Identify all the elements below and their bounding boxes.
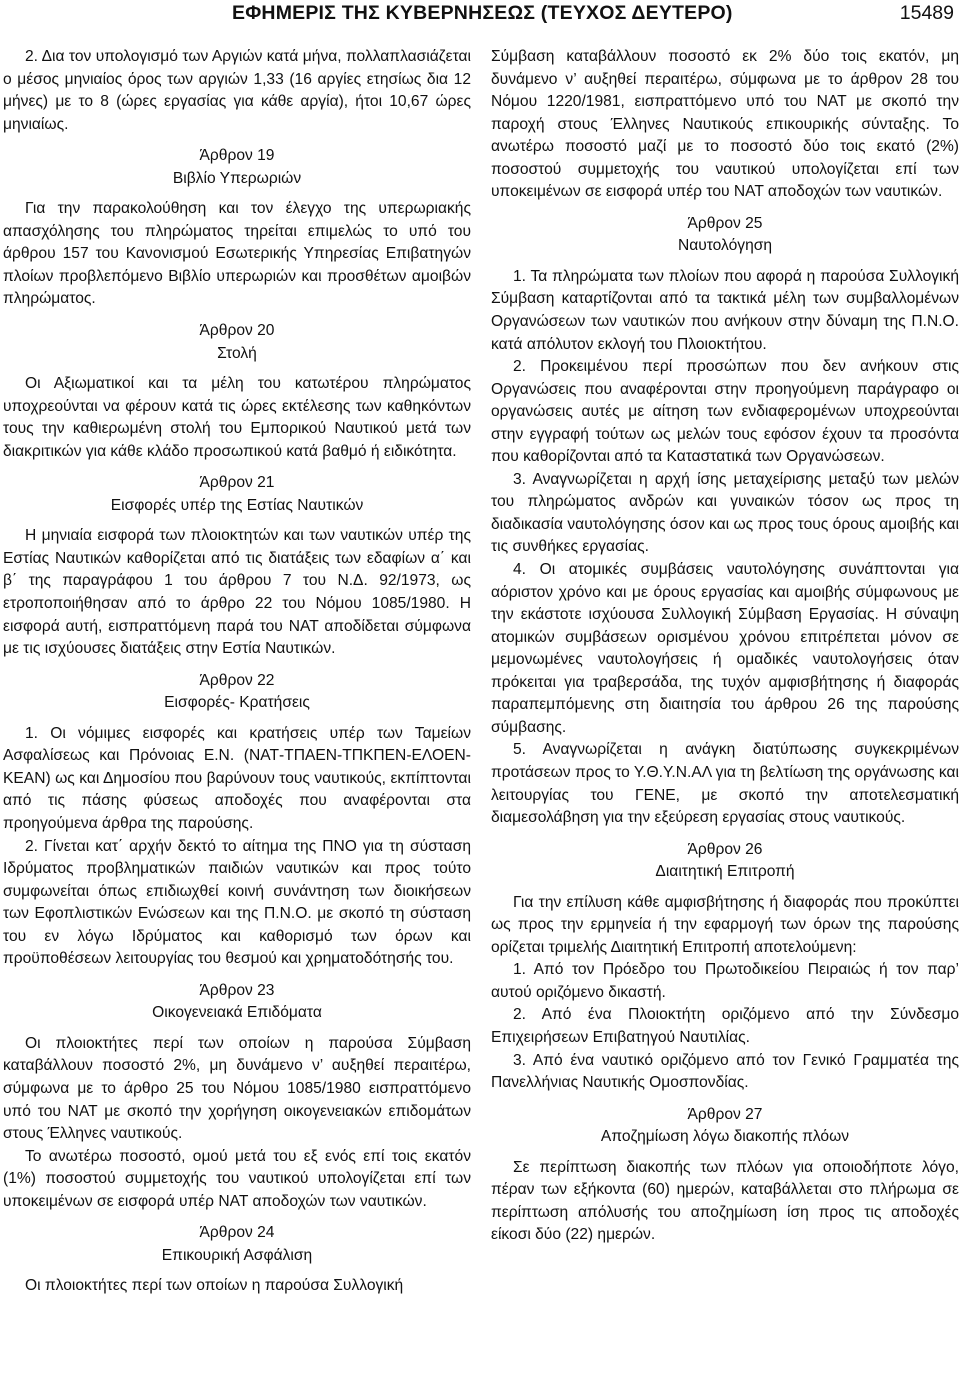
page-number: 15489 — [899, 2, 954, 24]
paragraph: 2. Δια τον υπολογισμό των Αργιών κατά μήνα, πολλαπλασιάζεται ο μέσος μηνιαίος όρος των αργιών 1,33 (16 αργίες ετησίως δια 12 μήνες) με το 8 (ώρες εργασίας για κάθε αργία), ήτοι 10,67 ώρες μηνιαίως. — [3, 48, 471, 133]
article-title: Άρθρον 25 — [687, 214, 763, 232]
article-title: Άρθρον 26 — [687, 840, 763, 858]
paragraph: 3. Αναγνωρίζεται η αρχή ίσης μεταχείρισης μεταξύ των μελών του πληρώματος ανδρών και γυναικών τόσον ως προς τη διαδικασία ναυτολόγησης όσον και ως προς τους όρους αμοιβής και τις συνθήκες εργασίας. — [491, 470, 959, 556]
article-subtitle: Εισφορές υπέρ της Εστίας Ναυτικών — [110, 496, 364, 514]
paragraph: Η μηνιαία εισφορά των πλοιοκτητών και των ναυτικών υπέρ της Εστίας Ναυτικών καθορίζεται από τις διατάξεις των εδαφίων α΄ και β΄ της παραγράφου 1 του άρθρου 7 του Ν.Δ. 92/1973, ως ετροποποιήθησαν από το άρθρο 22 του Νόμου 1085/1980. Η εισφορά αυτή, εισπραττόμενη παρά του ΝΑΤ αποδίδεται σύμφωνα με τις ισχύουσες διατάξεις στην Εστία Ναυτικών. — [3, 527, 471, 658]
paragraph: Οι πλοιοκτήτες περί των οποίων η παρούσα Σύμβαση καταβάλλουν ποσοστό 2%, μη δυνάμενο ν’ αυξηθεί περαιτέρω, σύμφωνα με το άρθρο 25 του Νόμου 1085/1980 εισπραττόμενο υπό του ΝΑΤ με σκοπό την χορήγηση οικογενειακών επιδομάτων στους Έλληνες ναυτικούς. — [3, 1034, 471, 1143]
paragraph: Οι Αξιωματικοί και τα μέλη του κατωτέρου πληρώματος υποχρεούνται να φέρουν κατά τις ώρες εκτέλεσης των καθηκόντων τους την καθιερωμένη στολή του Εμπορικού Ναυτικού μετά των διακριτικών για κάθε κλάδο προσωπικού κατά βαθμό ή ειδικότητα. — [3, 375, 471, 460]
paragraph: 5. Αναγνωρίζεται η ανάγκη διατύπωσης συγκεκριμένων προτάσεων προς το Υ.Θ.Υ.Ν.ΑΛ για τη βελτίωση της οργάνωσης και λειτουργίας του ΓΕΝΕ, με σκοπό την αποτελεσματική διαμεσολάβηση για την εξεύρεση εργασίας στους ναυτικούς. — [491, 741, 959, 827]
article-title: Άρθρον 22 — [199, 671, 275, 689]
paragraph: Οι πλοιοκτήτες περί των οποίων η παρούσα Συλλογική — [25, 1277, 404, 1295]
article-subtitle: Επικουρική Ασφάλιση — [161, 1246, 313, 1264]
article-title: Άρθρον 27 — [687, 1105, 763, 1123]
paragraph: 1. Από τον Πρόεδρο του Πρωτοδικείου Πειραιώς ή τον παρ’ αυτού οριζόμενο δικαστή. — [491, 961, 959, 1001]
page-header — [0, 0, 960, 34]
paragraph: 3. Από ένα ναυτικό οριζόμενο από τον Γενικό Γραμματέα της Πανελλήνιας Ναυτικής Ομοσπονδίας. — [491, 1051, 959, 1092]
paragraph: Για την παρακολούθηση και τον έλεγχο της υπερωριακής απασχόλησης του πληρώματος τηρείται επιμελώς το υπό του άρθρου 157 του Κανονισμού Εσωτερικής Υπηρεσίας Επιβατηγών πλοίων προβλεπόμενο Βιβλίο υπερωριών και προσθέτων αμοιβών πληρώματος. — [3, 200, 471, 308]
paragraph: 1. Οι νόμιμες εισφορές και κρατήσεις υπέρ των Ταμείων Ασφαλίσεως και Πρόνοιας Ε.Ν. (ΝΑΤ-ΤΠΑΕΝ-ΤΠΚΠΕΝ-ΕΛΟΕΝ-ΚΕΑΝ) ως και Δημοσίου που βαρύνουν τους ναυτικούς, εκπίπτονται από τις πάσης φύσεως αποδοχές που αναφέρονται στα προηγούμενα άρθρα της παρούσης. — [3, 724, 471, 832]
article-subtitle: Στολή — [217, 344, 257, 362]
paragraph: 2. Γίνεται κατ΄ αρχήν δεκτό το αίτημα της ΠΝΟ για τη σύσταση Ιδρύματος προβληματικών παιδιών ναυτικών και προς τούτο συμφωνείται όπως επιδιωχθεί κοινή συνάντηση των διοικήσεων των Εφοπλιστικών Ενώσεων και της Π.Ν.Ο. με σκοπό τη σύσταση του εν λόγω Ιδρύματος και καθορισμό των όρων και προϋποθέσεων λειτουργίας του θεσμού και χρηματοδότησής του. — [3, 837, 471, 968]
article-subtitle: Βιβλίο Υπερωριών — [172, 169, 302, 187]
article-subtitle: Αποζημίωση λόγω διακοπής πλόων — [600, 1128, 850, 1146]
paragraph: 2. Προκειμένου περί προσώπων που δεν ανήκουν στις Οργανώσεις που αναφέρονται στην προηγούμενη παράγραφο οι οργανώσεις αυτές με αίτηση των ενδιαφερομένων υποχρεούνται στην εγγραφή τούτων ως μελών τους εφόσον έχουν τα προσόντα που καθορίζονται από τα Καταστατικά των Οργανώσεων. — [491, 358, 959, 466]
paragraph: 4. Οι ατομικές συμβάσεις ναυτολόγησης συνάπτονται για αόριστον χρόνο και με όρους εργασίας και αμοιβής σύμφωνους με την εκάστοτε ισχύουσα Συλλογική Σύμβαση Εργασίας. Η σύναψη ατομικών συμβάσεων ορισμένου χρόνου επιτρέπεται μόνον σε μεμονωμένες ναυτολογήσεις ή ομαδικές ναυτολογήσεις όταν πρόκειται για τραβερσάδα, της τυχόν αμφισβήτησης ή διαφοράς παραπεμπόμενης στη διαιτησία του άρθρου 26 της παρούσης σύμβασης. — [491, 561, 959, 736]
right-column — [491, 46, 959, 1247]
article-subtitle: Οικογενειακά Επιδόματα — [152, 1004, 322, 1022]
gazette-title: ΕΦΗΜΕΡΙΣ ΤΗΣ ΚΥΒΕΡΝΗΣΕΩΣ (ΤΕΥΧΟΣ ΔΕΥΤΕΡΟ) — [232, 2, 733, 24]
left-column — [3, 46, 471, 1298]
article-title: Άρθρον 24 — [199, 1224, 275, 1242]
paragraph: Σύμβαση καταβάλλουν ποσοστό εκ 2% δύο τοις εκατόν, μη δυνάμενο ν’ αυξηθεί περαιτέρω, σύμφωνα με το άρθρον 28 του Νόμου 1220/1981, εισπραττόμενο υπό του ΝΑΤ με σκοπό την παροχή στους Έλληνες Ναυτικούς επικουρικής σύνταξης. Το ανωτέρω ποσοστό μαζί με το ποσοστό δύο τοις εκατό (2%) ποσοστού συμμετοχής του ναυτικού υπολογίζεται επί των υποκειμένων σε εισφορά υπέρ του ΝΑΤ αποδοχών των ναυτικών. — [491, 48, 959, 201]
article-title: Άρθρον 21 — [199, 474, 275, 492]
paragraph: 2. Από ένα Πλοιοκτήτη οριζόμενο από την Σύνδεσμο Επιχειρήσεων Επιβατηγού Ναυτιλίας. — [491, 1006, 959, 1046]
paragraph: Για την επίλυση κάθε αμφισβήτησης ή διαφοράς που προκύπτει ως προς την ερμηνεία ή την εφαρμογή των όρων της παρούσης ορίζεται τριμελής Διαιτητική Επιτροπή αποτελούμενη: — [491, 893, 959, 956]
article-subtitle: Ναυτολόγηση — [677, 237, 773, 255]
paragraph: Το ανωτέρω ποσοστό, ομού μετά του εξ ενός επί τοις εκατόν (1%) ποσοστού συμμετοχής του ναυτικού υπολογίζεται επί των υποκειμένων σε εισφορά υπέρ ΝΑΤ αποδοχών των ναυτικών. — [3, 1147, 471, 1210]
article-subtitle: Διαιτητική Επιτροπή — [655, 863, 795, 881]
article-title: Άρθρον 19 — [199, 147, 275, 165]
paragraph: Σε περίπτωση διακοπής των πλόων για οποιοδήποτε λόγο, πέραν των εξήκοντα (60) ημερών, καταβάλλεται στο πλήρωμα σε περίπτωση απόλυσής του αποζημίωση ίση προς τις αποδοχές είκοσι δύο (22) ημερών. — [491, 1158, 959, 1244]
article-subtitle: Εισφορές- Κρατήσεις — [164, 694, 310, 712]
article-title: Άρθρον 23 — [199, 981, 275, 999]
article-title: Άρθρον 20 — [199, 322, 275, 340]
paragraph: 1. Τα πληρώματα των πλοίων που αφορά η παρούσα Συλλογική Σύμβαση καταρτίζονται από τα τακτικά μέλη των συμβαλλομένων Οργανώσεων των ναυτικών που ανήκουν στην δύναμη της Π.Ν.Ο. κατά απόλυτον εκλογή του Πλοιοκτήτου. — [491, 267, 959, 353]
